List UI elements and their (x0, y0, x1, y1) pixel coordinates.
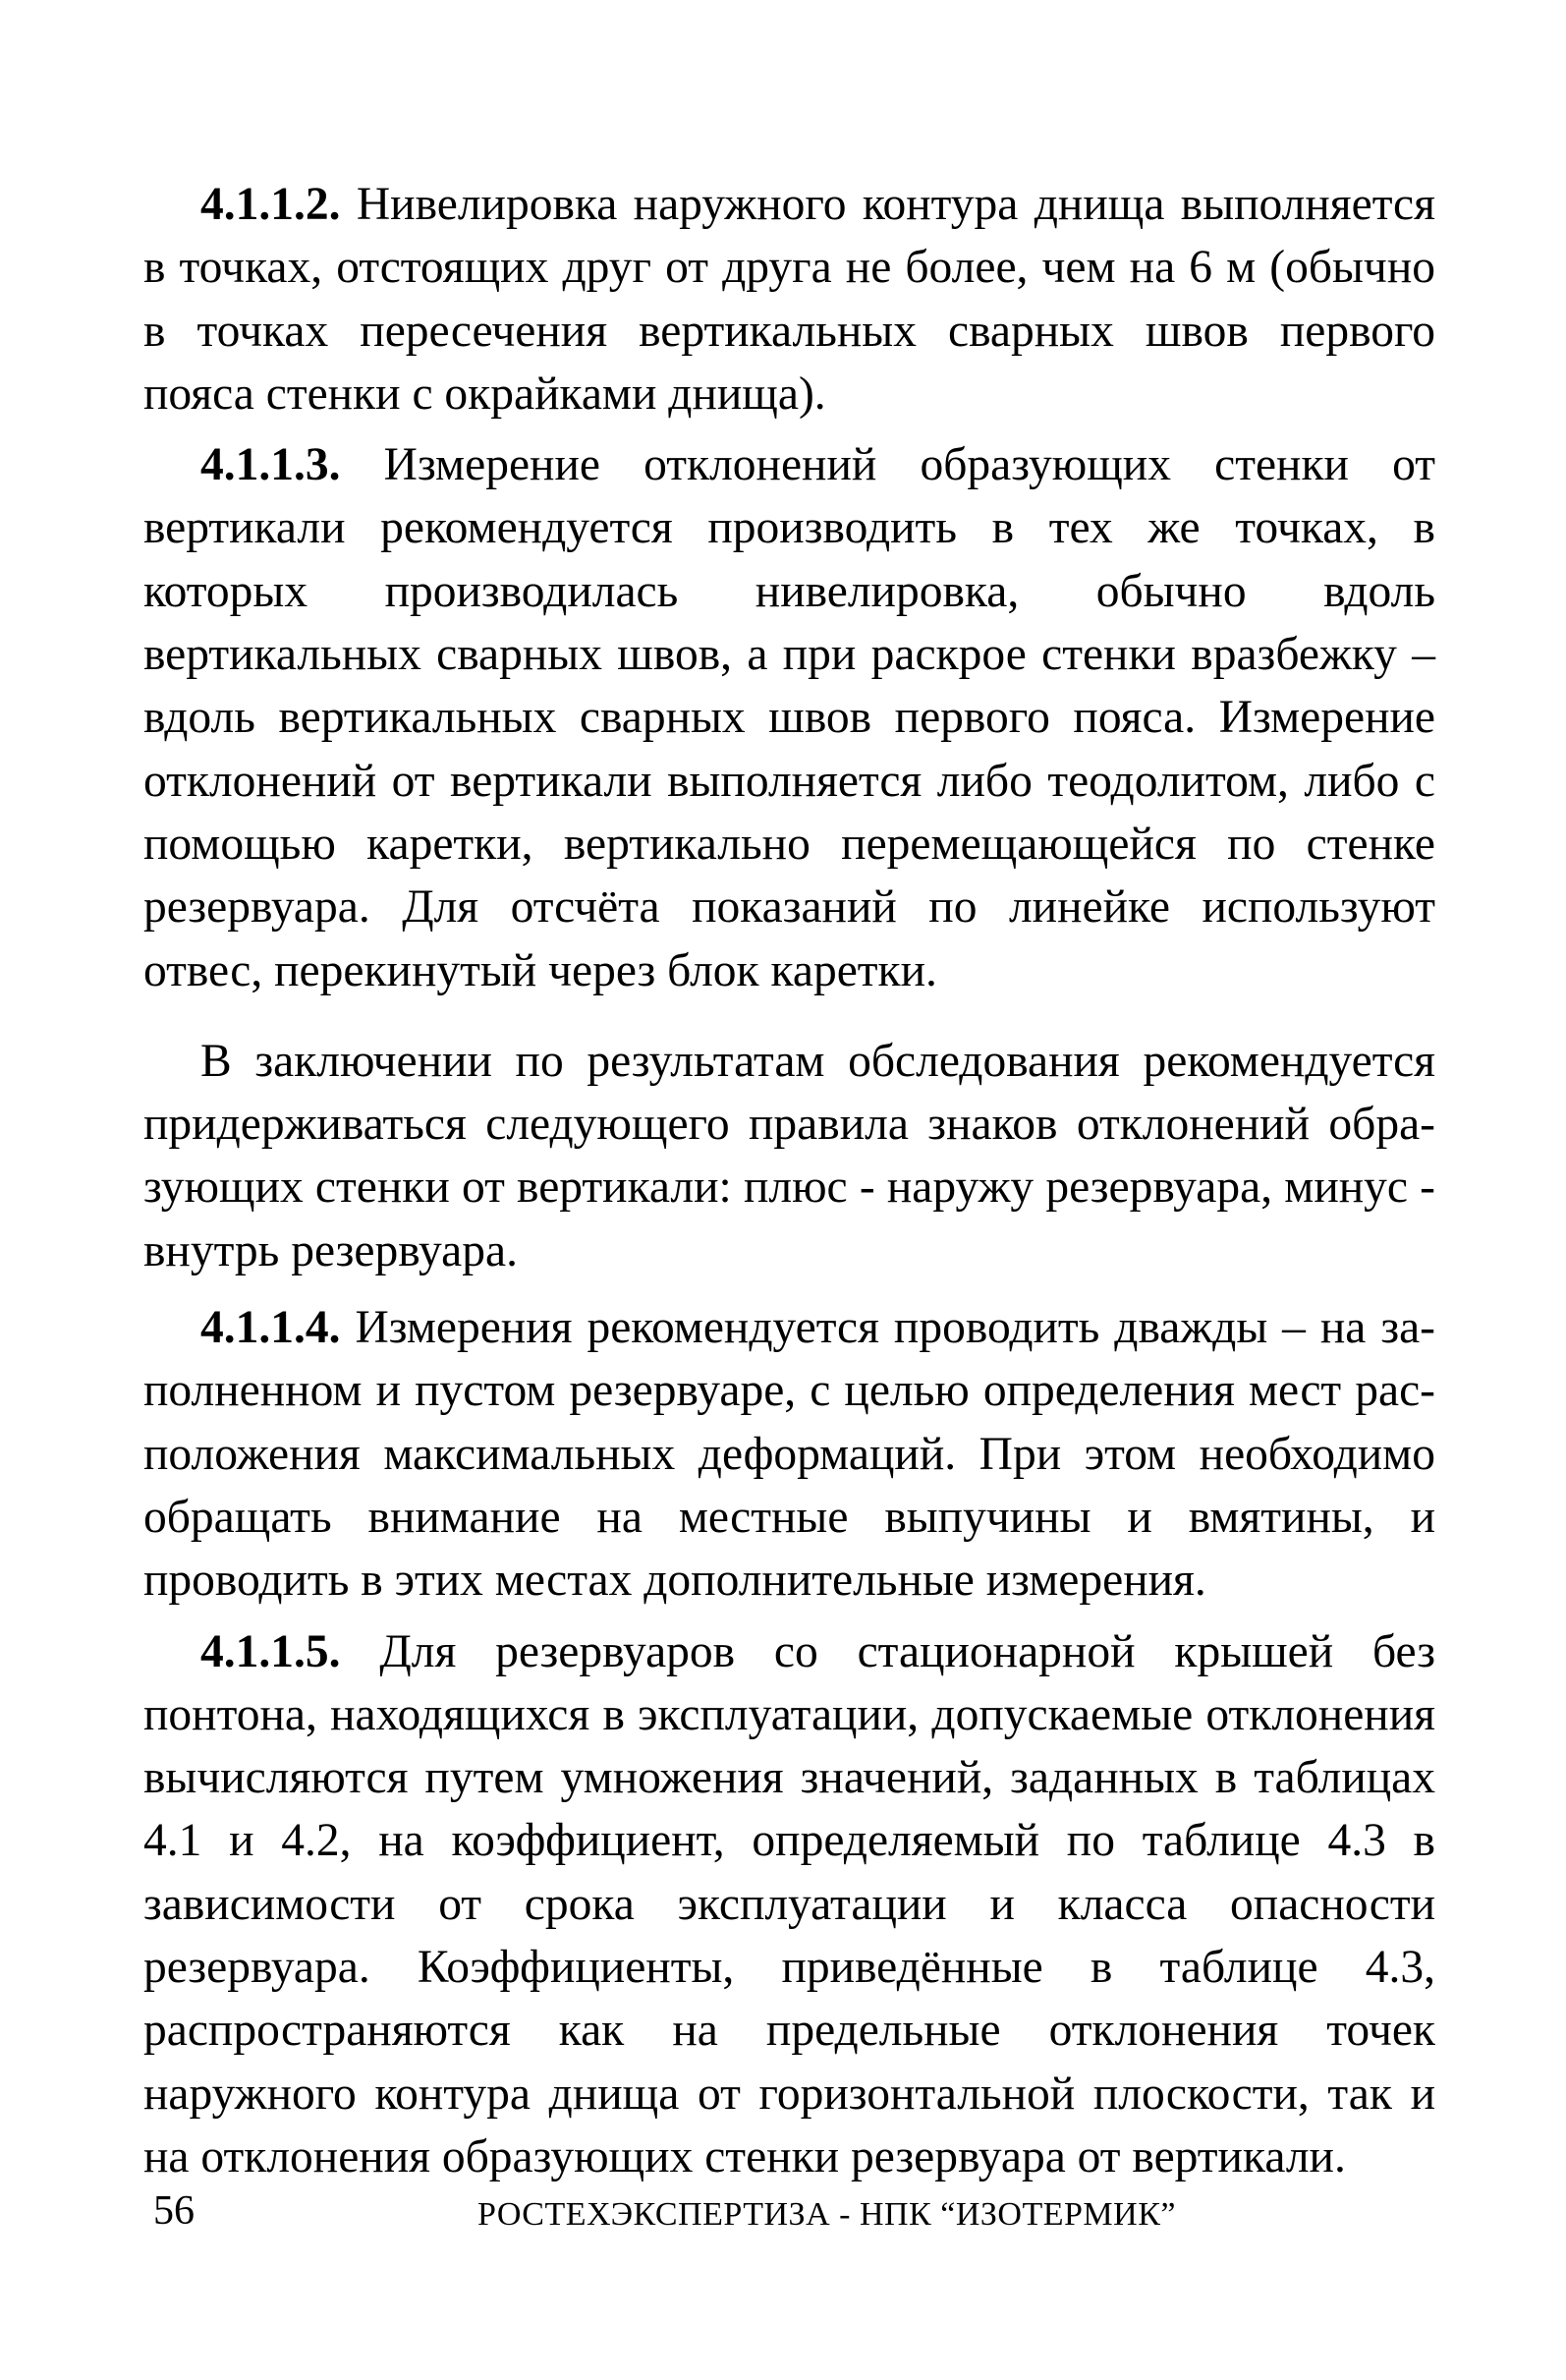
page-body (143, 173, 1435, 2196)
paragraph-number: 4.1.1.3. (200, 439, 341, 491)
paragraph-number: 4.1.1.2. (200, 179, 341, 230)
page-number: 56 (153, 2188, 195, 2234)
running-footer: РОСТЕХЭКСПЕРТИЗА - НПК “ИЗОТЕРМИК” (477, 2196, 1176, 2233)
paragraph-4-1-1-2 (143, 173, 1435, 425)
paragraph-4-1-1-4 (143, 1296, 1435, 1612)
paragraph-4-1-1-5 (143, 1620, 1435, 2189)
paragraph-number: 4.1.1.5. (200, 1625, 341, 1677)
paragraph-text: В заключении по результатам обследования рекомендуется придерживаться следующего правила знаков отклонений образующих стенки от вертикали: плюс - наружу резервуара, минус - внутрь резервуара. (143, 1035, 1435, 1276)
paragraph-text: Нивелировка наружного контура днища выполняется в точках, отстоящих друг от друга не более, чем на 6 м (обычно в точках пересечения вертикальных сварных швов первого пояса стенки с окрайками днища). (143, 179, 1435, 420)
paragraph-text: Измерение отклонений образующих стенки от вертикали рекомендуется производить в тех же точках, в которых производилась нивелировка, обычно вдоль вертикальных сварных швов, а при раскрое стенки вразбежку – вдоль вертикальных сварных швов первого пояса. Измерение отклонений от вертикали выполняется либо теодолитом, либо с помощью каретки, вертикально перемещающейся по стенке резервуара. Для отсчёта показаний по линейке используют отвес, перекинутый через блок каретки. (143, 439, 1435, 996)
page-footer (143, 2183, 1435, 2238)
paragraph-4-1-1-3 (143, 433, 1435, 1002)
paragraph-sign-convention (143, 1030, 1435, 1282)
paragraph-text: Для резервуаров со стационарной крышей без понтона, находящихся в эксплуатации, допускаемые отклонения вычисляются путем умножения значений, заданных в таблицах 4.1 и 4.2, на коэффициент, определяемый по таблице 4.3 в зависимости от срока эксплуатации и класса опасности резервуара. Коэффициенты, приведённые в таблице 4.3, распространяются как на предельные отклонения точек наружного контура днища от горизонтальной плоскости, так и на отклонения образующих стенки резервуара от вертикали. (143, 1625, 1435, 2182)
paragraph-number: 4.1.1.4. (200, 1302, 341, 1354)
paragraph-text: Измерения рекомендуется проводить дважды – на заполненном и пустом резервуаре, с целью определения мест расположения максимальных деформаций. При этом необходимо обращать внимание на местные выпучины и вмятины, и проводить в этих местах дополнительные измерения. (143, 1302, 1435, 1607)
